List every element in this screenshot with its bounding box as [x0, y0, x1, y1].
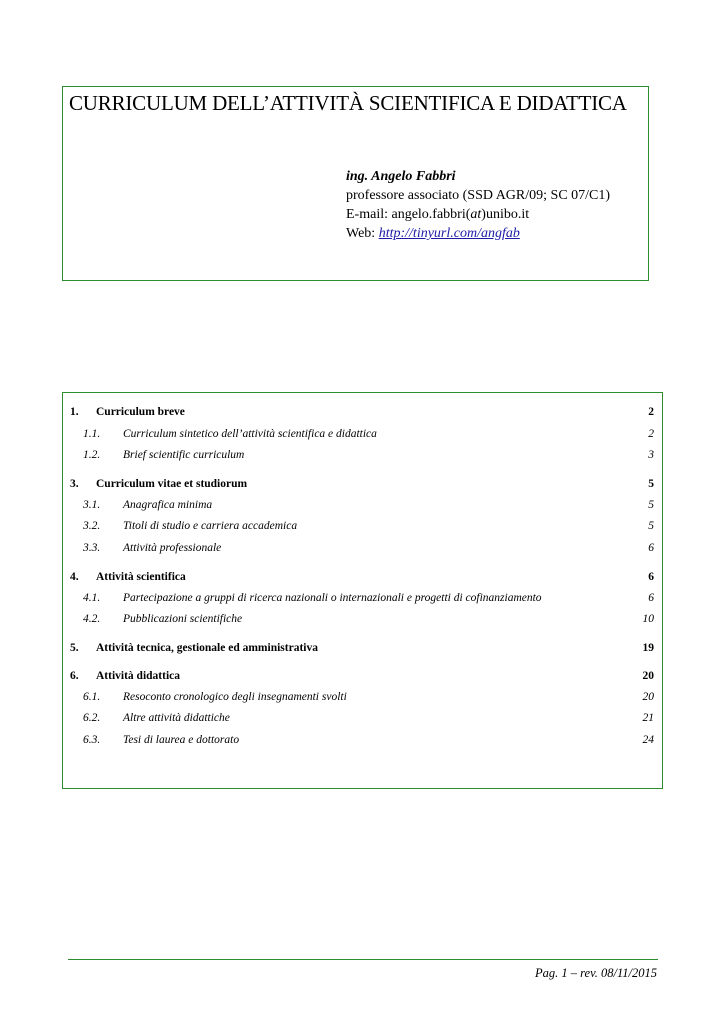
toc-entry-title: Attività scientifica [96, 571, 186, 583]
toc-entry-page: 6 [648, 571, 654, 583]
toc-entry-num: 3. [70, 478, 79, 490]
document-title: CURRICULUM DELL’ATTIVITÀ SCIENTIFICA E DIDATTICA [69, 91, 627, 115]
toc-entry-num: 1. [70, 406, 79, 418]
toc-entry-page: 5 [648, 499, 654, 511]
table-of-contents [62, 392, 663, 789]
toc-entry-num: 3.2. [83, 520, 101, 532]
toc-entry-num: 4. [70, 571, 79, 583]
author-email [346, 205, 610, 224]
toc-entry-page: 19 [642, 642, 654, 654]
web-label: Web: [346, 226, 379, 241]
title-box [62, 86, 649, 281]
toc-entry-num: 6.1. [83, 691, 101, 703]
author-web [346, 224, 610, 243]
toc-entry-page: 10 [642, 613, 654, 625]
toc-entry-title: Anagrafica minima [123, 499, 213, 511]
toc-entry-num: 1.1. [83, 428, 101, 440]
toc-entry-num: 6.3. [83, 734, 101, 746]
toc-entry-page: 20 [642, 691, 654, 703]
email-suffix: )unibo.it [481, 207, 530, 222]
toc-entry-num: 1.2. [83, 449, 101, 461]
toc-entry-title: Tesi di laurea e dottorato [123, 734, 240, 746]
toc-entry-page: 2 [648, 428, 654, 440]
toc-entry-num: 6.2. [83, 712, 101, 724]
toc-entry-num: 4.1. [83, 592, 101, 604]
toc-entry-page: 5 [648, 478, 654, 490]
toc-entry-num: 3.1. [83, 499, 101, 511]
toc-entry-page: 6 [648, 542, 654, 554]
toc-entry-page: 2 [648, 406, 654, 418]
toc-entry-page: 21 [642, 712, 654, 724]
toc-entry-title: Attività didattica [96, 670, 181, 682]
toc-entry-page: 6 [648, 592, 654, 604]
toc-entry-num: 4.2. [83, 613, 101, 625]
toc-entry-num: 6. [70, 670, 79, 682]
email-at: at [470, 207, 482, 222]
page-footer: Pag. 1 – rev. 08/11/2015 [535, 966, 657, 980]
toc-entry-title: Curriculum vitae et studiorum [96, 478, 248, 490]
toc-entry-title: Attività professionale [123, 542, 222, 554]
toc-entry-title: Curriculum breve [96, 406, 185, 418]
toc-entry-title: Curriculum sintetico dell’attività scientifica e didattica [123, 428, 377, 440]
author-position: professore associato (SSD AGR/09; SC 07/C1) [346, 188, 611, 203]
toc-entry-page: 3 [648, 449, 654, 461]
toc-entry-num: 3.3. [83, 542, 101, 554]
toc-entry-title: Attività tecnica, gestionale ed amministrativa [96, 642, 318, 654]
footer-divider [68, 959, 658, 960]
email-prefix: E-mail: angelo.fabbri( [346, 207, 471, 222]
author-block [346, 167, 610, 243]
toc-entry-title: Pubblicazioni scientifiche [123, 613, 243, 625]
toc-entry-title: Brief scientific curriculum [123, 449, 245, 461]
author-name: ing. Angelo Fabbri [346, 169, 456, 184]
toc-entry-page: 5 [648, 520, 654, 532]
toc-entry-title: Titoli di studio e carriera accademica [123, 520, 298, 532]
toc-entry-title: Resoconto cronologico degli insegnamenti svolti [123, 691, 347, 703]
toc-entry-page: 24 [642, 734, 654, 746]
toc-entry-page: 20 [642, 670, 654, 682]
toc-entry-title: Altre attività didattiche [123, 712, 230, 724]
toc-entry-title: Partecipazione a gruppi di ricerca nazionali o internazionali e progetti di cofinanziamento [123, 592, 542, 604]
web-link[interactable]: http://tinyurl.com/angfab [378, 226, 520, 241]
toc-entry-num: 5. [70, 642, 79, 654]
